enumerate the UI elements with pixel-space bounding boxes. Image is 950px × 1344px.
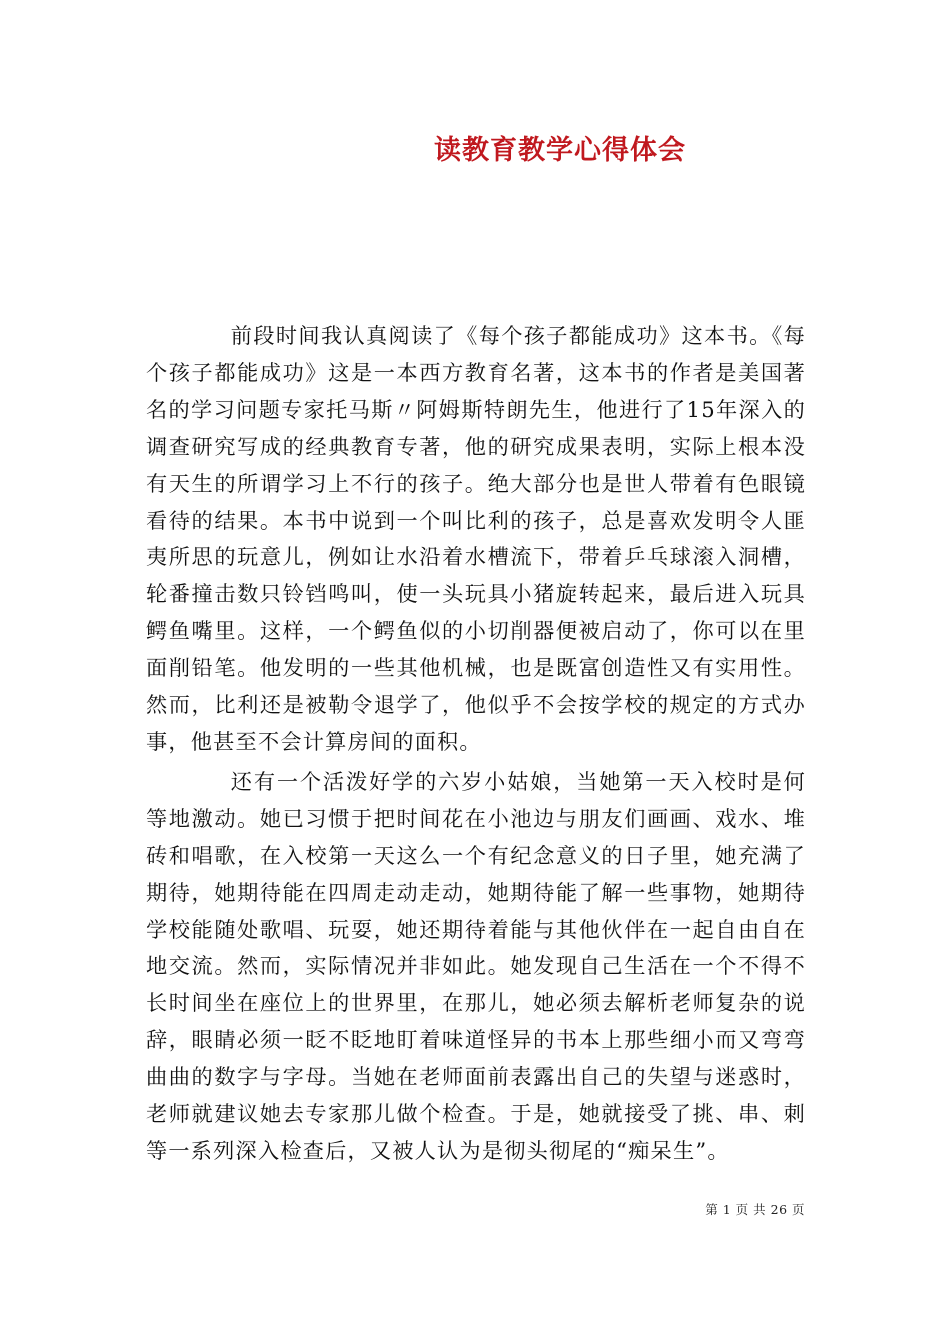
paragraph-1: 前段时间我认真阅读了《每个孩子都能成功》这本书。《每个孩子都能成功》这是一本西方教育名著，这本书的作者是美国著名的学习问题专家托马斯〃阿姆斯特朗先生，他进行了15年深入的调查研究写成的经典教育专著，他的研究成果表明，实际上根本没有天生的所谓学习上不行的孩子。绝大部分也是世人带着有色眼镜看待的结果。本书中说到一个叫比利的孩子，总是喜欢发明令人匪夷所思的玩意儿，例如让水沿着水槽流下，带着乒乓球滚入洞槽，轮番撞击数只铃铛鸣叫，使一头玩具小猪旋转起来，最后进入玩具鳄鱼嘴里。这样，一个鳄鱼似的小切削器便被启动了，你可以在里面削铅笔。他发明的一些其他机械，也是既富创造性又有实用性。然而，比利还是被勒令退学了，他似乎不会按学校的规定的方式办事，他甚至不会计算房间的面积。 xyxy=(146,323,806,754)
page-number-footer: 第 1 页 共 26 页 xyxy=(705,1202,805,1217)
paragraph-2: 还有一个活泼好学的六岁小姑娘，当她第一天入校时是何等地激动。她已习惯于把时间花在小池边与朋友们画画、戏水、堆砖和唱歌，在入校第一天这么一个有纪念意义的日子里，她充满了期待，她期待能在四周走动走动，她期待能了解一些事物，她期待学校能随处歌唱、玩耍，她还期待着能与其他伙伴在一起自由自在地交流。然而，实际情况并非如此。她发现自己生活在一个不得不长时间坐在座位上的世界里，在那儿，她必须去解析老师复杂的说辞，眼睛必须一眨不眨地盯着味道怪异的书本上那些细小而又弯弯曲曲的数字与字母。当她在老师面前表露出自己的失望与迷惑时，老师就建议她去专家那儿做个检查。于是，她就接受了挑、串、刺等一系列深入检查后，又被人认为是彻头彻尾的“痴呆生”。 xyxy=(146,768,806,1163)
document-title: 读教育教学心得体会 xyxy=(434,135,686,166)
document-body xyxy=(146,318,806,1173)
